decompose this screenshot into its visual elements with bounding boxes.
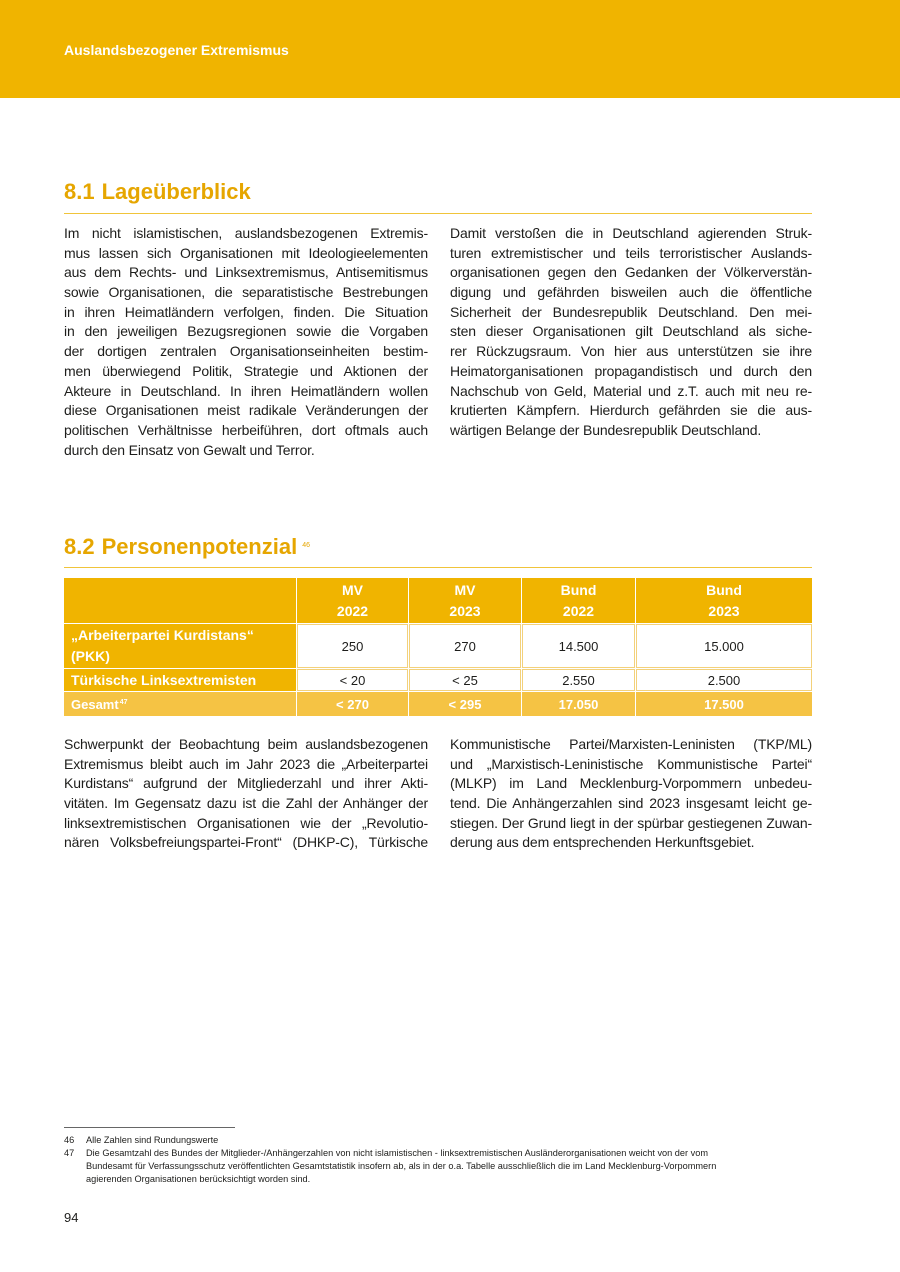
text-line: Im nicht islamistischen, auslandsbezogenen Extremis- — [64, 225, 428, 241]
text-line: Kommunistische Partei/Marxisten-Leninisten (TKP/ML) — [450, 736, 812, 752]
table-cell: < 20 — [297, 669, 408, 691]
text-line: in ihren Heimatländern verfolgen, finden. Die Situation — [64, 303, 428, 320]
text-line: tend. Die Anhängerzahlen sind 2023 insgesamt leicht ge- — [450, 795, 812, 812]
footnotes — [64, 1134, 716, 1186]
row-label-tuerkische-linksextremisten — [64, 669, 296, 691]
section-number: 8.2 — [64, 534, 95, 559]
heading-rule — [64, 567, 812, 568]
column-header-region: Bund — [560, 581, 597, 598]
column-header-mv-2023 — [409, 578, 521, 623]
text-line: linksextremistischen Organisationen wie der „Revolutio- — [64, 814, 428, 831]
table-corner-cell — [64, 578, 296, 623]
column-header-region: MV — [454, 581, 476, 598]
column-header-mv-2022 — [297, 578, 408, 623]
section-8-2-right-column — [450, 735, 812, 853]
total-cell: < 270 — [297, 692, 408, 716]
column-header-year: 2022 — [562, 602, 595, 619]
text-line: digung und gefährden bisweilen auch die öffentliche — [450, 284, 812, 301]
section-heading-8-2 — [64, 532, 310, 561]
section-title: Personenpotenzial — [101, 534, 298, 559]
text-line: politischen Verhältnisse herbeiführen, dort oftmals auch — [64, 421, 428, 438]
text-line: durch den Einsatz von Gewalt und Terror. — [64, 441, 315, 458]
text-line: Kurdistans“ aufgrund der Mitgliederzahl und ihrer Akti- — [64, 775, 428, 792]
page-number: 94 — [64, 1210, 79, 1225]
text-line: nären Volksbefreiungspartei-Front“ (DHKP-C), Türkische — [64, 834, 428, 851]
text-line: stiegen. Der Grund liegt in der spürbar gestiegenen Zuwan- — [450, 814, 812, 831]
row-label-line: Türkische Linksextremisten — [71, 671, 257, 688]
text-line: vitäten. Im Gegensatz dazu ist die Zahl der Anhänger der — [64, 795, 428, 812]
table-cell: 2.500 — [636, 669, 812, 691]
text-line: diese Organisationen meist radikale Veränderungen der — [64, 402, 428, 419]
text-line: aus dem Rechts- und Linksextremismus, Antisemitismus — [64, 264, 428, 281]
text-line: in den jeweiligen Bezugsregionen sowie die Vorgaben — [64, 323, 428, 340]
column-header-year: 2023 — [708, 602, 740, 619]
footnote-number: 46 — [64, 1135, 75, 1145]
total-label: Gesamt — [71, 696, 119, 712]
running-title: Auslandsbezogener Extremismus — [64, 42, 289, 58]
text-line: Extremismus bleibt auch im Jahr 2023 die „Arbeiterpartei — [64, 755, 428, 772]
table-cell: 14.500 — [522, 624, 635, 668]
footnote-line: Die Gesamtzahl des Bundes der Mitglieder-/Anhängerzahlen von nicht islamistischen - linksextremistischen Ausländerorganisationen weicht von der vom — [86, 1148, 708, 1158]
table-cell: 250 — [297, 624, 408, 668]
column-header-region: MV — [342, 581, 363, 598]
row-label-gesamt — [64, 692, 296, 716]
text-line: wärtigen Belange der Bundesrepublik Deutschland. — [450, 421, 762, 438]
total-cell: < 295 — [409, 692, 521, 716]
footnote-ref: 47 — [119, 698, 128, 706]
row-label-pkk — [64, 624, 296, 668]
text-line: sten dieser Organisationen gilt Deutschland als siche- — [450, 323, 812, 340]
table-cell: 2.550 — [522, 669, 635, 691]
section-8-1-right-column — [450, 224, 812, 441]
text-line: men überwiegend Politik, Strategie und Aktionen der — [64, 362, 428, 379]
text-line: derung aus dem entsprechenden Herkunftsgebiet. — [450, 834, 755, 851]
row-label-line: „Arbeiterpartei Kurdistans“ — [71, 627, 254, 643]
text-line: turen extremistischer und teils terroristischer Auslands- — [450, 244, 812, 261]
column-header-bund-2022 — [522, 578, 635, 623]
section-title: Lageüberblick — [101, 179, 251, 204]
footnote-47 — [64, 1147, 716, 1186]
total-label-text — [71, 697, 128, 712]
column-header-year: 2023 — [449, 602, 481, 619]
table-cell: < 25 — [409, 669, 521, 691]
table-cell: 270 — [409, 624, 521, 668]
total-cell: 17.050 — [522, 692, 635, 716]
table-cell: 15.000 — [636, 624, 812, 668]
row-label-line: (PKK) — [71, 648, 110, 664]
footnote-text — [86, 1147, 716, 1186]
footnote-text — [86, 1134, 218, 1147]
section-heading-8-1 — [64, 178, 251, 206]
text-line: Sicherheit der Bundesrepublik Deutschland. Den mei- — [450, 303, 812, 320]
text-line: der dortigen zentralen Organisationseinheiten bestim- — [64, 343, 428, 360]
footnote-number: 47 — [64, 1148, 75, 1158]
column-header-region: Bund — [706, 581, 742, 598]
text-line: Nachschub von Geld, Material und z.T. auch mit neu re- — [450, 382, 812, 399]
total-cell: 17.500 — [636, 692, 812, 716]
text-line: Damit verstoßen die in Deutschland agierenden Struk- — [450, 225, 812, 241]
text-line: und „Marxistisch-Leninistische Kommunistische Partei“ — [450, 755, 812, 772]
footnote-ref: 46 — [302, 542, 310, 549]
personenpotenzial-table — [64, 578, 812, 716]
footnote-46 — [64, 1134, 716, 1147]
text-line: krutierten Kämpfern. Hierdurch gefährden sie die aus- — [450, 402, 812, 419]
heading-rule — [64, 213, 812, 214]
footnote-line: agierenden Organisationen berücksichtigt worden sind. — [86, 1174, 311, 1184]
section-number: 8.1 — [64, 179, 95, 204]
section-8-1-left-column — [64, 224, 428, 460]
column-header-year: 2022 — [336, 602, 369, 619]
text-line: mus lassen sich Organisationen mit Ideologieelementen — [64, 244, 428, 261]
text-line: Heimatorganisationen propagandistisch und durch den — [450, 362, 812, 379]
text-line: organisationen gegen den Gedanken der Völkerverstän- — [450, 264, 812, 281]
text-line: (MLKP) im Land Mecklenburg-Vorpommern unbedeu- — [450, 775, 812, 792]
section-8-2-left-column — [64, 735, 428, 853]
text-line: sowie Organisationen, die separatistische Bestrebungen — [64, 284, 428, 301]
footnote-line: Alle Zahlen sind Rundungswerte — [86, 1135, 219, 1145]
text-line: rer Rückzugsraum. Von hier aus unterstützen sie ihre — [450, 343, 812, 360]
footnote-rule — [64, 1127, 235, 1128]
footnote-line: Bundesamt für Verfassungsschutz veröffentlichten Gesamtstatistik insofern ab, als in der o.a. Tabelle ausschließlich die im Land Mecklenburg-Vorpommern — [86, 1161, 717, 1171]
text-line: Akteure in Deutschland. In ihren Heimatländern wollen — [64, 382, 428, 399]
column-header-bund-2023 — [636, 578, 812, 623]
text-line: Schwerpunkt der Beobachtung beim auslandsbezogenen — [64, 736, 428, 752]
